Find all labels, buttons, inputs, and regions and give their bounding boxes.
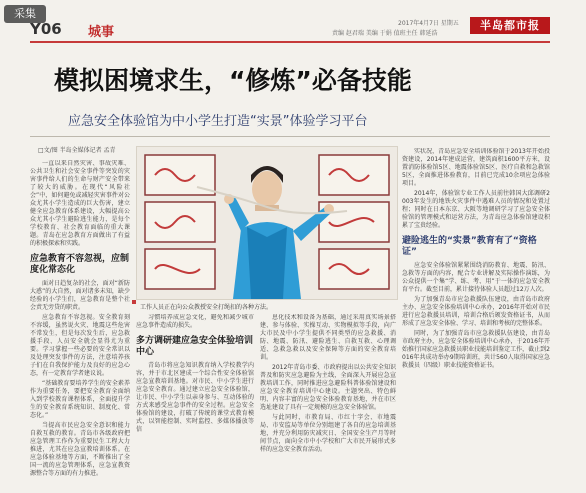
column-1: [30, 160, 130, 490]
paragraph: 与此同时，市教育局、市红十字会、市地震局、市安监局等单位分别组建了各自的应急培训基地，并充分利用防灾减灾日、全国安全生产月等时间节点，面向全市中小学校和广大市民开展形式多样的应急安全教育活动。: [260, 414, 396, 453]
paragraph: 同时，为了加强青岛市应急救援队伍建设，由青岛市政府主办，应急安全体验培训中心承办，于2016年开始推行国家应急救援员职业技能培训鉴定工作，截止到2016年共成功举办9期培训班，共计560人取得国家应急救援员（四级）职业技能资格证书。: [402, 330, 550, 369]
article-photo: [136, 146, 398, 300]
caption-marker: [132, 300, 136, 304]
paragraph: “基础教育要培养学生的安全素养作为重要任务，要把安全教育全面纳入到学校教育课程体系，全面提升学生的安全教育系统知识、制度化、常态化。”: [30, 380, 130, 419]
paragraph: 习惯培养成应急文化，避免和减少城市应急事件造成的损失。: [136, 314, 254, 329]
photo-caption: 工作人员正在向公众教授安全打绳扣的各种方法。: [140, 304, 273, 311]
lead-paragraph: 一直以来自然灾害、事故灾难、公共卫生和社会安全事件等突发的灾害事件给人们的生命与财产安全带来了较大的威胁。在现代“风险社会”中，如何避免或减轻灾害事件对公众尤其小学生造成的巨大伤害，建立健全应急教育体系建设，大幅提高公众尤其小学生避险逃生能力，是每个学校教育、社会教育面临的重大课题。青岛在应急教育方面做出了有益的积极探索和实践。: [30, 160, 130, 247]
newspaper-masthead: 半岛都市报: [470, 17, 550, 34]
section-subtitle-1: 应急教育不容忽视，应制度化常态化: [30, 254, 130, 275]
photo-illustration: [137, 147, 397, 299]
byline: □文/图 半岛全媒体记者 孟青: [38, 147, 116, 154]
issue-date: 2017年4月7日 星期五: [398, 20, 459, 27]
paragraph: 应急教育不容忽视。安全教育刻不容缓，虽然说火灾、地震这些危害不常发生，但是每次发生后，应急救援手段、人员安全就会显得尤为重要。学习掌握一些必要的安全常识以及处理突发事件的方法，注意培养孩子们在自我保护能力及良好的应急心态，有一定教育学者建议说。: [30, 314, 130, 377]
paragraph: 青岛市将应急知识教育纳入学校教学内容，并于市北区建成一个综合性安全体验馆应急宣教培训基地。对市民、中小学生进行应急安全教育。通过建立应急安全体验馆，让市民、中小学生以亲身参与、互动体验的方式来感受应急事件的安全过程。应急安全体验馆的建设，打破了传统的课堂式教育模式，以智能控制、实时监控、多媒体播放等信: [136, 362, 254, 433]
page-number: Y06: [30, 20, 62, 38]
header-rule: [30, 41, 550, 43]
paragraph: 息化技术和设备为基础，通过采用真实场景搭建、参与体验、实操互动、实物模拟等手段，向广大市民及中小学生提供不同类型的应急救援、消防、地震、防汛、避险逃生、自救互救、心理调适、急救急救以及安全保障等方面的安全教育培训。: [260, 314, 396, 361]
page-header: [30, 18, 550, 40]
section-title: 城事: [88, 25, 115, 40]
column-4: [402, 148, 550, 490]
column-3: [260, 314, 396, 490]
paragraph: 面对日趋复杂的社会，面对“新防大惑”的大自然，面对诸多未知，缺少经验的小学生们，应急教育是整个社会责无旁贷的职责。: [30, 280, 130, 311]
paragraph: 2014年，体验馆专业工作人员前往韩国大邱调研2003年发生的地铁火灾事件中遇难人员的情况和处置过程；同时在日本东京、大阪等地调研学习了应急安全体验馆的管理模式和运营方法，为青岛应急体验馆建设积累了宝贵经验。: [402, 190, 550, 229]
paragraph: 为了加强青岛市应急救援队伍建设，由青岛市政府主办、应急安全体验培训中心承办，2016年开始对市民进行应急救援员培训，培训合格后颁发资格证书，从而形成了应急安全体验、学习、培训和考核的完整体系。: [402, 296, 550, 327]
article-headline: 模拟困境求生，“修炼”必备技能: [54, 66, 412, 95]
article-subhead: 应急安全体验馆为中小学生打造“实景”体验学习平台: [68, 114, 368, 129]
paragraph: 当提高市民应急安全意识和能力自救互救的教育。青岛市各级政府把应急管理工作作为重要民生工程大力推进，尤其在应急宣教培训体系。在应急体验基地等方面，不断推出了全国一流的应急管理体系，应急宣教资源整合等方面的有力推进。: [30, 422, 130, 477]
section-subtitle-2: 多方调研建应急安全体验培训中心: [136, 336, 254, 357]
paragraph: 应急安全体验馆紧紧围绕消防教育、地震、防汛、急救等方面的内容，配合专业讲解及实际操作演练，为公众提供一个集“学、练、考、用”于一体的应急安全教育平台。截至目前，累计接待体验人员超过12万人次。: [402, 262, 550, 293]
paragraph: 2012年青岛市委、市政府提出以公共安全知识普及和防灾应急避险为主线，全面深入开展应急宣教培训工作，同时推进应急避险科普体验馆建设和应急安全教育培训中心建设。主题突出、特色鲜明、内容丰富的应急安全体验教育基地，并在市区选址建设了具有一定规模的应急安全体验馆。: [260, 364, 396, 411]
paragraph: 实状况，青岛应急安全培训体验馆于2013年开始投资建设，2014年建成运营，建筑面积1600平方米，设置消防体验馆5区、地震体验馆5区、医疗自救和急救馆5区，全面推进体验教育，目前已完成10余项应急体验项目。: [402, 148, 550, 187]
editor-credits: 责编 赵君瑞 美编 于娟 值班主任 韩延浩: [332, 30, 438, 37]
section-subtitle-3: 避险逃生的“实景”教育有了“资格证”: [402, 236, 537, 257]
divider-rule: [30, 136, 550, 137]
column-2: [136, 314, 254, 490]
collect-button[interactable]: 采集: [4, 5, 46, 23]
